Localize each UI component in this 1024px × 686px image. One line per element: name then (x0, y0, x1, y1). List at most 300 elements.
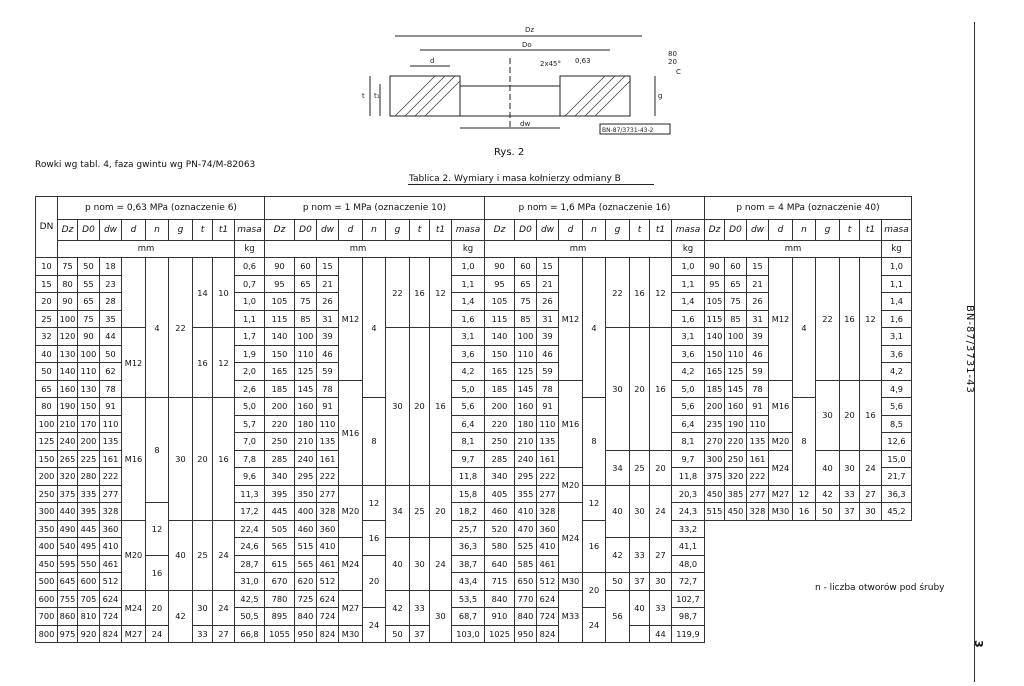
cell-dw: 410 (100, 538, 122, 556)
cell-masa: 12,6 (882, 433, 912, 451)
cell-dw: 46 (317, 345, 339, 363)
cell-t1: 16 (860, 380, 882, 450)
cell-masa: 33,2 (672, 520, 705, 538)
cell-dz: 515 (705, 503, 725, 521)
cell-dz: 375 (58, 485, 78, 503)
cell-d: M24 (769, 450, 793, 485)
header-col: Dz (58, 220, 78, 241)
cell-n: 24 (146, 625, 169, 643)
cell-t1: 16 (430, 328, 452, 486)
cell-d0: 100 (725, 328, 747, 346)
header-group-3: p nom = 1,6 MPa (oznaczenie 16) (485, 197, 705, 220)
cell-g: 42 (386, 590, 410, 625)
cell-dw: 461 (100, 555, 122, 573)
cell-d0: 295 (515, 468, 537, 486)
cell-dw: 410 (317, 538, 339, 556)
header-col: g (816, 220, 840, 241)
cell-d0: 125 (515, 363, 537, 381)
table-row (36, 503, 912, 521)
cell-g: 40 (606, 485, 630, 538)
header-dn: DN (36, 197, 58, 258)
cell-dw: 135 (100, 433, 122, 451)
cell-masa: 21,7 (882, 468, 912, 486)
cell-d0: 60 (515, 258, 537, 276)
cell-dz: 450 (705, 485, 725, 503)
cell-d0: 85 (515, 310, 537, 328)
cell-d0: 565 (295, 555, 317, 573)
cell-masa: 5,0 (235, 398, 265, 416)
cell-n: 8 (363, 398, 386, 486)
cell-d0: 75 (78, 310, 100, 328)
cell-dw: 21 (317, 275, 339, 293)
cell-masa: 3,1 (452, 328, 485, 346)
cell-d0: 585 (515, 555, 537, 573)
cell-t: 33 (193, 625, 213, 643)
cell-masa: 1,1 (452, 275, 485, 293)
cell-dz: 250 (265, 433, 295, 451)
cell-dz: 490 (58, 520, 78, 538)
cell-dz: 115 (265, 310, 295, 328)
cell-d0: 65 (725, 275, 747, 293)
cell-dz: 140 (705, 328, 725, 346)
cell-masa: 5,6 (672, 398, 705, 416)
cell-dz: 235 (705, 415, 725, 433)
cell-masa: 43,4 (452, 573, 485, 591)
cell-dz: 105 (265, 293, 295, 311)
cell-d: M27 (769, 485, 793, 503)
cell-dz: 645 (58, 573, 78, 591)
cell-d0: 725 (295, 590, 317, 608)
cell-dz: 1025 (485, 625, 515, 643)
cell-dw: 15 (747, 258, 769, 276)
cell-masa: 1,0 (235, 293, 265, 311)
cell-masa: 9,7 (672, 450, 705, 468)
unit-kg: kg (235, 241, 265, 258)
cell-dz: 165 (265, 363, 295, 381)
cell-t: 20 (840, 380, 860, 450)
cell-dz: 100 (58, 310, 78, 328)
cell-dw: 512 (100, 573, 122, 591)
cell-masa: 36,3 (452, 538, 485, 556)
cell-dz: 90 (705, 258, 725, 276)
cell-masa: 119,9 (672, 625, 705, 643)
cell-dn: 50 (36, 363, 58, 381)
cell-dw: 59 (747, 363, 769, 381)
cell-dn: 150 (36, 450, 58, 468)
cell-d0: 110 (295, 345, 317, 363)
header-col: n (146, 220, 169, 241)
cell-g: 40 (386, 538, 410, 591)
cell-masa: 11,3 (235, 485, 265, 503)
cell-d: M20 (339, 485, 363, 538)
cell-t1: 30 (430, 590, 452, 643)
cell-dz: 95 (485, 275, 515, 293)
header-col: n (583, 220, 606, 241)
cell-t1: 33 (650, 590, 672, 625)
cell-dw: 78 (747, 380, 769, 398)
cell-masa: 42,5 (235, 590, 265, 608)
cell-t: 37 (630, 573, 650, 591)
cell-dz: 395 (265, 485, 295, 503)
cell-masa: 22,4 (235, 520, 265, 538)
cell-n: 24 (363, 608, 386, 643)
label-d0: Do (522, 41, 532, 49)
cell-t1: 24 (213, 520, 235, 590)
cell-dw: 461 (317, 555, 339, 573)
cell-dz: 520 (485, 520, 515, 538)
cell-dz: 200 (705, 398, 725, 416)
cell-dw: 277 (747, 485, 769, 503)
cell-d: M16 (769, 380, 793, 433)
label-roughness-80: 80 (668, 50, 677, 58)
cell-d0: 110 (515, 345, 537, 363)
header-col: t1 (430, 220, 452, 241)
page-number: 3 (972, 640, 985, 648)
cell-d (122, 258, 146, 328)
cell-dz: 190 (58, 398, 78, 416)
cell-d0: 75 (725, 293, 747, 311)
header-group-4: p nom = 4 MPa (oznaczenie 40) (705, 197, 912, 220)
header-col: Dz (485, 220, 515, 241)
cell-dz: 895 (265, 608, 295, 626)
header-col: D0 (515, 220, 537, 241)
header-col: D0 (78, 220, 100, 241)
cell-n: 16 (793, 503, 816, 521)
cell-dw: 135 (317, 433, 339, 451)
cell-n: 4 (146, 258, 169, 398)
cell-masa: 1,7 (235, 328, 265, 346)
cell-d: M20 (122, 520, 146, 590)
cell-masa: 3,1 (882, 328, 912, 346)
cell-d0: 180 (515, 415, 537, 433)
header-row-units (36, 241, 912, 258)
cell-dz: 580 (485, 538, 515, 556)
cell-dz: 240 (58, 433, 78, 451)
cell-t: 33 (840, 485, 860, 503)
cell-d: M24 (559, 503, 583, 573)
cell-masa: 3,6 (672, 345, 705, 363)
cell-dw: 110 (100, 415, 122, 433)
header-group-2: p nom = 1 MPa (oznaczenie 10) (265, 197, 485, 220)
header-col: g (169, 220, 193, 241)
cell-t: 20 (193, 398, 213, 521)
cell-d0: 240 (515, 450, 537, 468)
cell-dn: 400 (36, 538, 58, 556)
cell-g: 42 (816, 485, 840, 503)
cell-dw: 91 (747, 398, 769, 416)
cell-d: M24 (122, 590, 146, 625)
cell-n: 12 (583, 485, 606, 520)
cell-t1: 30 (650, 573, 672, 591)
cell-masa: 102,7 (672, 590, 705, 608)
cell-dn: 65 (36, 380, 58, 398)
cell-dw: 624 (537, 590, 559, 608)
cell-g: 40 (816, 450, 840, 485)
cell-dw: 26 (317, 293, 339, 311)
cell-masa: 1,6 (882, 310, 912, 328)
cell-d0: 450 (725, 503, 747, 521)
cell-d: M12 (339, 258, 363, 381)
cell-dw: 512 (317, 573, 339, 591)
cell-dz: 200 (485, 398, 515, 416)
cell-masa: 1,4 (882, 293, 912, 311)
cell-d0: 240 (295, 450, 317, 468)
header-col: masa (672, 220, 705, 241)
cell-g: 40 (169, 520, 193, 590)
cell-t1: 12 (650, 258, 672, 328)
flange-section-drawing (350, 18, 690, 148)
cell-t1: 24 (213, 590, 235, 625)
cell-d0: 620 (295, 573, 317, 591)
header-col: t1 (860, 220, 882, 241)
cell-masa: 17,2 (235, 503, 265, 521)
cell-d0: 170 (78, 415, 100, 433)
cell-masa: 15,8 (452, 485, 485, 503)
label-t: t (362, 92, 365, 100)
cell-n: 4 (583, 258, 606, 398)
cell-n: 24 (583, 608, 606, 643)
cell-dz: 640 (485, 555, 515, 573)
cell-dz: 250 (485, 433, 515, 451)
cell-masa: 31,0 (235, 573, 265, 591)
cell-n: 20 (146, 590, 169, 625)
label-roughness: 0,63 (575, 57, 591, 65)
cell-dz: 505 (265, 520, 295, 538)
cell-masa: 4,2 (672, 363, 705, 381)
cell-masa: 5,7 (235, 415, 265, 433)
cell-masa: 3,6 (882, 345, 912, 363)
cell-d0: 400 (295, 503, 317, 521)
cell-t: 37 (840, 503, 860, 521)
header-row-groups (36, 197, 912, 220)
cell-masa: 11,8 (452, 468, 485, 486)
cell-dz: 670 (265, 573, 295, 591)
legend-note: n - liczba otworów pod śruby (815, 583, 945, 593)
cell-d0: 495 (78, 538, 100, 556)
cell-masa: 68,7 (452, 608, 485, 626)
cell-dw: 222 (317, 468, 339, 486)
cell-d: M33 (559, 590, 583, 643)
cell-g: 22 (606, 258, 630, 328)
cell-t: 37 (410, 625, 430, 643)
cell-d0: 470 (515, 520, 537, 538)
cell-t1: 12 (430, 258, 452, 328)
cell-dw: 328 (317, 503, 339, 521)
cell-g: 56 (606, 590, 630, 643)
cell-masa: 5,6 (452, 398, 485, 416)
cell-dz: 105 (485, 293, 515, 311)
cell-dz: 265 (58, 450, 78, 468)
cell-dw: 624 (317, 590, 339, 608)
cell-dw: 18 (100, 258, 122, 276)
cell-dz: 90 (485, 258, 515, 276)
cell-masa: 1,1 (672, 275, 705, 293)
cell-masa: 45,2 (882, 503, 912, 521)
cell-n: 20 (583, 573, 606, 608)
cell-masa: 103,0 (452, 625, 485, 643)
cell-t1: 24 (650, 485, 672, 538)
cell-dz: 140 (58, 363, 78, 381)
header-col: d (559, 220, 583, 241)
cell-dz: 75 (58, 258, 78, 276)
cell-dz: 160 (58, 380, 78, 398)
cell-dw: 277 (100, 485, 122, 503)
cell-dz: 140 (485, 328, 515, 346)
cell-dw: 328 (747, 503, 769, 521)
cell-n: 12 (363, 485, 386, 520)
cell-d0: 90 (78, 328, 100, 346)
cell-dw: 824 (537, 625, 559, 643)
cell-d0: 200 (78, 433, 100, 451)
cell-t1: 20 (650, 450, 672, 485)
cell-dz: 285 (485, 450, 515, 468)
cell-masa: 24,3 (672, 503, 705, 521)
cell-d0: 65 (78, 293, 100, 311)
cell-masa: 50,5 (235, 608, 265, 626)
cell-t: 16 (193, 328, 213, 398)
cell-n: 8 (793, 398, 816, 486)
cell-dz: 715 (485, 573, 515, 591)
cell-t1: 12 (860, 258, 882, 381)
cell-masa: 18,2 (452, 503, 485, 521)
header-col: dw (537, 220, 559, 241)
cell-dw: 161 (747, 450, 769, 468)
cell-d: M20 (559, 468, 583, 503)
cell-d: M16 (339, 380, 363, 485)
header-col: dw (317, 220, 339, 241)
cell-dw: 31 (537, 310, 559, 328)
label-roughness-20: 20 (668, 58, 677, 66)
cell-masa: 1,4 (452, 293, 485, 311)
cell-dw: 328 (537, 503, 559, 521)
cell-d0: 125 (295, 363, 317, 381)
drawing-code: BN-87/3731-43-2 (602, 127, 654, 134)
cell-t: 30 (840, 450, 860, 485)
cell-n: 20 (363, 555, 386, 608)
cell-dz: 860 (58, 608, 78, 626)
cell-dz: 300 (705, 450, 725, 468)
cell-t: 16 (840, 258, 860, 381)
cell-masa: 8,1 (672, 433, 705, 451)
cell-dz: 120 (58, 328, 78, 346)
cell-d0: 210 (295, 433, 317, 451)
cell-d0: 75 (515, 293, 537, 311)
cell-dw: 110 (747, 415, 769, 433)
cell-dz: 375 (705, 468, 725, 486)
cell-g: 42 (169, 590, 193, 643)
header-col: masa (452, 220, 485, 241)
header-col: t1 (650, 220, 672, 241)
cell-d0: 280 (78, 468, 100, 486)
cell-t1: 16 (650, 328, 672, 451)
cell-masa: 7,0 (235, 433, 265, 451)
cell-masa: 4,9 (882, 380, 912, 398)
cell-d: M20 (769, 433, 793, 451)
cell-d: M27 (339, 590, 363, 625)
cell-d: M12 (559, 258, 583, 381)
cell-dn: 500 (36, 573, 58, 591)
cell-dw: 135 (747, 433, 769, 451)
cell-masa: 11,8 (672, 468, 705, 486)
cell-dz: 405 (485, 485, 515, 503)
cell-masa: 3,6 (452, 345, 485, 363)
cell-dw: 59 (317, 363, 339, 381)
cell-n: 4 (793, 258, 816, 398)
cell-t: 40 (630, 590, 650, 625)
cell-d0: 320 (725, 468, 747, 486)
cell-masa: 2,0 (235, 363, 265, 381)
cell-dn: 350 (36, 520, 58, 538)
cell-dw: 110 (317, 415, 339, 433)
cell-masa: 7,8 (235, 450, 265, 468)
cell-g: 30 (816, 380, 840, 450)
cell-d: M12 (122, 328, 146, 398)
cell-d0: 250 (725, 450, 747, 468)
cell-d0: 150 (78, 398, 100, 416)
figure-caption: Rys. 2 (494, 147, 525, 158)
cell-g: 30 (386, 328, 410, 486)
header-col: D0 (295, 220, 317, 241)
cell-dw: 59 (537, 363, 559, 381)
cell-n: 8 (583, 398, 606, 486)
header-col: masa (882, 220, 912, 241)
cell-dw: 91 (100, 398, 122, 416)
cell-dz: 220 (485, 415, 515, 433)
header-col: n (363, 220, 386, 241)
cell-d0: 110 (725, 345, 747, 363)
cell-dw: 724 (317, 608, 339, 626)
cell-d0: 160 (515, 398, 537, 416)
cell-d0: 410 (515, 503, 537, 521)
cell-d0: 110 (78, 363, 100, 381)
header-col: t (193, 220, 213, 241)
cell-dn: 125 (36, 433, 58, 451)
cell-dz: 320 (58, 468, 78, 486)
cell-dw: 91 (537, 398, 559, 416)
side-standard-code: BN-87/3731-43 (964, 305, 975, 394)
cell-t (630, 625, 650, 643)
header-row-columns (36, 220, 912, 241)
cell-dz: 440 (58, 503, 78, 521)
cell-dw: 31 (747, 310, 769, 328)
cell-dn: 700 (36, 608, 58, 626)
cell-d0: 60 (725, 258, 747, 276)
cell-masa: 1,1 (882, 275, 912, 293)
header-col: n (793, 220, 816, 241)
cell-d0: 130 (78, 380, 100, 398)
cell-dw: 21 (537, 275, 559, 293)
cell-masa: 2,6 (235, 380, 265, 398)
header-group-1: p nom = 0,63 MPa (oznaczenie 6) (58, 197, 265, 220)
cell-dz: 565 (265, 538, 295, 556)
cell-d0: 395 (78, 503, 100, 521)
cell-dn: 100 (36, 415, 58, 433)
cell-dz: 115 (485, 310, 515, 328)
cell-g: 30 (169, 398, 193, 521)
label-t1: t₁ (374, 92, 380, 100)
cell-d0: 220 (725, 433, 747, 451)
cell-d0: 65 (515, 275, 537, 293)
cell-dw: 277 (537, 485, 559, 503)
cell-dz: 80 (58, 275, 78, 293)
cell-d0: 705 (78, 590, 100, 608)
cell-masa: 24,6 (235, 538, 265, 556)
cell-d0: 75 (295, 293, 317, 311)
cell-dn: 15 (36, 275, 58, 293)
cell-d: M27 (122, 625, 146, 643)
cell-t1: 10 (213, 258, 235, 328)
cell-d: M16 (122, 398, 146, 521)
